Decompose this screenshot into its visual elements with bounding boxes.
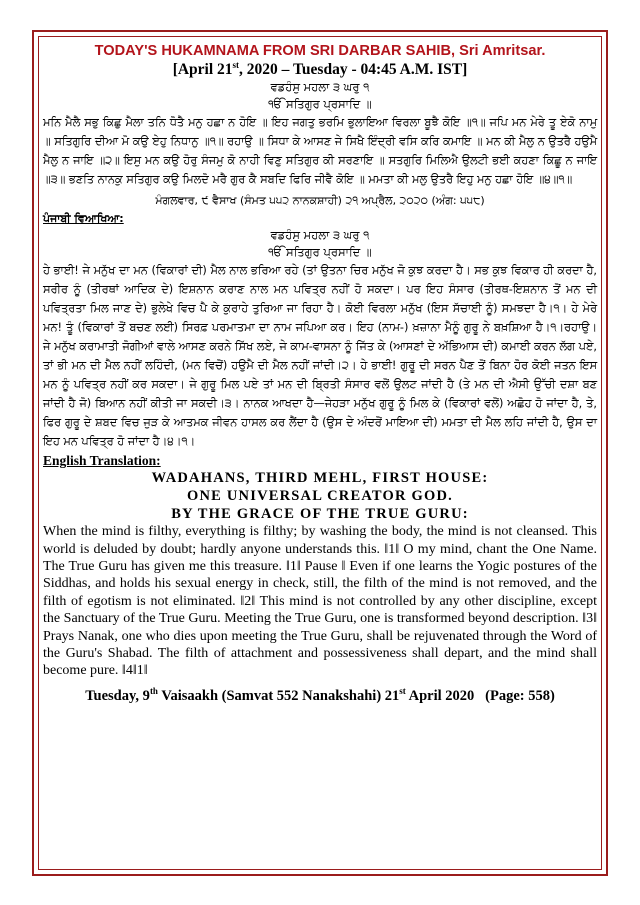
ang-line: ਮੰਗਲਵਾਰ, ੯ ਵੈਸਾਖ (ਸੰਮਤ ੫੫੨ ਨਾਨਕਸ਼ਾਹੀ) ੨੧ ਅਪ੍ਰੈਲ, ੨੦੨੦ (ਅੰਗ: ੫੫੮) xyxy=(155,194,485,208)
footer-day: Tuesday, 9 xyxy=(85,687,150,704)
date-line xyxy=(43,60,597,79)
footer-line xyxy=(43,686,597,705)
english-label: English Translation: xyxy=(43,453,161,469)
punjabi-text: ਹੇ ਭਾਈ! ਜੇ ਮਨੁੱਖ ਦਾ ਮਨ (ਵਿਕਾਰਾਂ ਦੀ) ਮੈਲ ਨਾਲ ਭਰਿਆ ਰਹੇ (ਤਾਂ ਉਤਨਾ ਚਿਰ ਮਨੁੱਖ ਜੋ ਕੁਝ ਕਰਦਾ ਹੈ। ਸਭ ਕੁਝ ਵਿਕਾਰ ਹੀ ਕਰਦਾ ਹੈ, ਸਰੀਰ ਨੂੰ (ਤੀਰਥਾਂ ਆਦਿਕ ਦੇ) ਇਸ਼ਨਾਨ ਕਰਾਣ ਨਾਲ ਮਨ ਪਵਿਤ੍ਰ ਨਹੀਂ ਹੋ ਸਕਦਾ। ਪਰ ਇਹ ਸੰਸਾਰ (ਤੀਰਥ-ਇਸ਼ਨਾਨ ਤੋਂ ਮਨ ਦੀ ਪਵਿਤ੍ਰਤਾ ਮਿਲ ਜਾਣ ਦੇ) ਭੁਲੇਖੇ ਵਿਚ ਪੈ ਕੇ ਕੁਰਾਹੇ ਤੁਰਿਆ ਜਾ ਰਿਹਾ ਹੈ। ਕੋਈ ਵਿਰਲਾ ਮਨੁੱਖ (ਇਸ ਸੱਚਾਈ ਨੂੰ) ਸਮਝਦਾ ਹੈ।੧। ਹੇ ਮੇਰੇ ਮਨ! ਤੂੰ (ਵਿਕਾਰਾਂ ਤੋਂ ਬਚਣ ਲਈ) ਸਿਰਫ਼ ਪਰਮਾਤਮਾ ਦਾ ਨਾਮ ਜਪਿਆ ਕਰ। ਇਹ (ਨਾਮ-) ਖ਼ਜ਼ਾਨਾ ਮੈਨੂੰ ਗੁਰੂ ਨੇ ਬਖ਼ਸ਼ਿਆ ਹੈ।੧।ਰਹਾਉ। ਜੇ ਮਨੁੱਖ ਕਰਾਮਾਤੀ ਜੋਗੀਆਂ ਵਾਲੇ ਆਸਣ ਕਰਨੇ ਸਿੱਖ ਲਏ, ਜੇ ਕਾਮ-ਵਾਸਨਾ ਨੂੰ ਜਿੱਤ ਕੇ (ਆਸਣਾਂ ਦੇ ਅੱਭਿਆਸ ਦੀ) ਕਮਾਈ ਕਰਨ ਲੱਗ ਪਏ, ਤਾਂ ਭੀ ਮਨ ਦੀ ਮੈਲ ਨਹੀਂ ਲਹਿੰਦੀ, (ਮਨ ਵਿਚੋਂ) ਹਉਮੈ ਦੀ ਮੈਲ ਨਹੀਂ ਜਾਂਦੀ।੨। ਹੇ ਭਾਈ! ਗੁਰੂ ਦੀ ਸਰਨ ਪੈਣ ਤੋਂ ਬਿਨਾ ਹੋਰ ਕੋਈ ਜਤਨ ਇਸ ਮਨ ਨੂੰ ਪਵਿਤ੍ਰ ਨਹੀਂ ਕਰ ਸਕਦਾ। ਜੇ ਗੁਰੂ ਮਿਲ ਪਏ ਤਾਂ ਮਨ ਦੀ ਬ੍ਰਿਤੀ ਸੰਸਾਰ ਵਲੋਂ ਉਲਟ ਜਾਂਦੀ ਹੈ (ਤੇ ਮਨ ਦੀ ਐਸੀ ਉੱਚੀ ਦਸ਼ਾ ਬਣ ਜਾਂਦੀ ਹੈ ਜੋ) ਬਿਆਨ ਨਹੀਂ ਕੀਤੀ ਜਾ ਸਕਦੀ।੩। ਨਾਨਕ ਆਖਦਾ ਹੈ—ਜੇਹੜਾ ਮਨੁੱਖ ਗੁਰੂ ਨੂੰ ਮਿਲ ਕੇ (ਵਿਕਾਰਾਂ ਵਲੋਂ) ਅਛੋਹ ਹੋ ਜਾਂਦਾ ਹੈ, ਤੇ, ਫਿਰ ਗੁਰੂ ਦੇ ਸ਼ਬਦ ਵਿਚ ਜੁੜ ਕੇ ਆਤਮਕ ਜੀਵਨ ਹਾਸਲ ਕਰ ਲੈਂਦਾ ਹੈ (ਉਸ ਦੇ ਅੰਦਰੋਂ ਮਾਇਆ ਦੀ) ਮਮਤਾ ਦੀ ਮੈਲ ਲਹਿ ਜਾਂਦੀ ਹੈ, ਉਸ ਦਾ ਇਹ ਮਨ ਪਵਿਤ੍ਰ ਹੋ ਜਾਂਦਾ ਹੈ।੪।੧। xyxy=(43,264,597,449)
gurbani-raag: ਵਡਹੰਸੁ ਮਹਲਾ ੩ ਘਰੁ ੧ xyxy=(270,80,370,95)
english-head-1: WADAHANS, THIRD MEHL, FIRST HOUSE: xyxy=(151,470,489,487)
punjabi-mool: ੴ ਸਤਿਗੁਰ ਪ੍ਰਸਾਦਿ ॥ xyxy=(268,245,372,260)
gurbani-mool: ੴ ਸਤਿਗੁਰ ਪ੍ਰਸਾਦਿ ॥ xyxy=(268,97,372,112)
english-text: When the mind is filthy, everything is filthy; by washing the body, the mind is not cleansed. This world is deluded by doubt; hardly anyone understands this. ‖1‖ O my mind, chant the One Name. The True Guru has given me this treasure. ‖1‖ Pause ‖ Even if one learns the Yogic postures of the Siddhas, and holds his sexual energy in check, still, the filth of the mind is not removed, and the filth of egotism is not eliminated. ‖2‖ This mind is not controlled by any other discipline, except the Sanctuary of the True Guru. Meeting the True Guru, one is transformed beyond description. ‖3‖ Prays Nanak, one who dies upon meeting the True Guru, shall be rejuvenated through the Word of the Guru's Shabad. The filth of attachment and possessiveness shall depart, and the mind shall become pure. ‖4‖1‖ xyxy=(43,524,597,679)
date-prefix: [April 21 xyxy=(172,61,233,79)
footer-mid-sup: st xyxy=(399,685,406,696)
gurbani-text: ਮਨਿ ਮੈਲੈ ਸਭੁ ਕਿਛੁ ਮੈਲਾ ਤਨਿ ਧੋਤੈ ਮਨੁ ਹਛਾ ਨ ਹੋਇ ॥ ਇਹ ਜਗਤੁ ਭਰਮਿ ਭੁਲਾਇਆ ਵਿਰਲਾ ਬੂਝੈ ਕੋਇ ॥੧॥ ਜਪਿ ਮਨ ਮੇਰੇ ਤੂ ਏਕੋ ਨਾਮੁ ॥ ਸਤਿਗੁਰਿ ਦੀਆ ਮੋ ਕਉ ਏਹੁ ਨਿਧਾਨੁ ॥੧॥ ਰਹਾਉ ॥ ਸਿਧਾ ਕੇ ਆਸਣ ਜੇ ਸਿਖੈ ਇੰਦ੍ਰੀ ਵਸਿ ਕਰਿ ਕਮਾਇ ॥ ਮਨ ਕੀ ਮੈਲੁ ਨ ਉਤਰੈ ਹਉਮੈ ਮੈਲੁ ਨ ਜਾਇ ॥੨॥ ਇਸੁ ਮਨ ਕਉ ਹੋਰੁ ਸੰਜਮੁ ਕੋ ਨਾਹੀ ਵਿਣੁ ਸਤਿਗੁਰ ਕੀ ਸਰਣਾਇ ॥ ਸਤਗੁਰਿ ਮਿਲਿਐ ਉਲਟੀ ਭਈ ਕਹਣਾ ਕਿਛੂ ਨ ਜਾਇ ॥੩॥ ਭਣਤਿ ਨਾਨਕੁ ਸਤਿਗੁਰ ਕਉ ਮਿਲਦੋ ਮਰੈ ਗੁਰ ਕੈ ਸਬਦਿ ਫਿਰਿ ਜੀਵੈ ਕੋਇ ॥ ਮਮਤਾ ਕੀ ਮਲੁ ਉਤਰੈ ਇਹੁ ਮਨੁ ਹਛਾ ਹੋਇ ॥੪॥੧॥ xyxy=(43,116,597,187)
punjabi-raag: ਵਡਹੰਸੁ ਮਹਲਾ ੩ ਘਰੁ ੧ xyxy=(270,228,370,243)
date-rest: , 2020 – Tuesday - 04:45 A.M. IST] xyxy=(239,61,468,79)
page-inner-border xyxy=(38,36,602,870)
footer-page: (Page: 558) xyxy=(485,687,555,704)
hukamnama-page xyxy=(32,30,608,876)
english-head-3: BY THE GRACE OF THE TRUE GURU: xyxy=(171,506,469,523)
english-head-2: ONE UNIVERSAL CREATOR GOD. xyxy=(187,488,453,505)
page-title: TODAY'S HUKAMNAMA FROM SRI DARBAR SAHIB, Sri Amritsar. xyxy=(94,43,546,59)
footer-mid: Vaisaakh (Samvat 552 Nanakshahi) 21 xyxy=(157,687,400,704)
footer-day-sup: th xyxy=(149,685,158,696)
date-sup: st xyxy=(232,60,240,70)
footer-end: April 2020 xyxy=(405,687,475,704)
punjabi-label: ਪੰਜਾਬੀ ਵਿਆਖਿਆ: xyxy=(43,212,124,226)
